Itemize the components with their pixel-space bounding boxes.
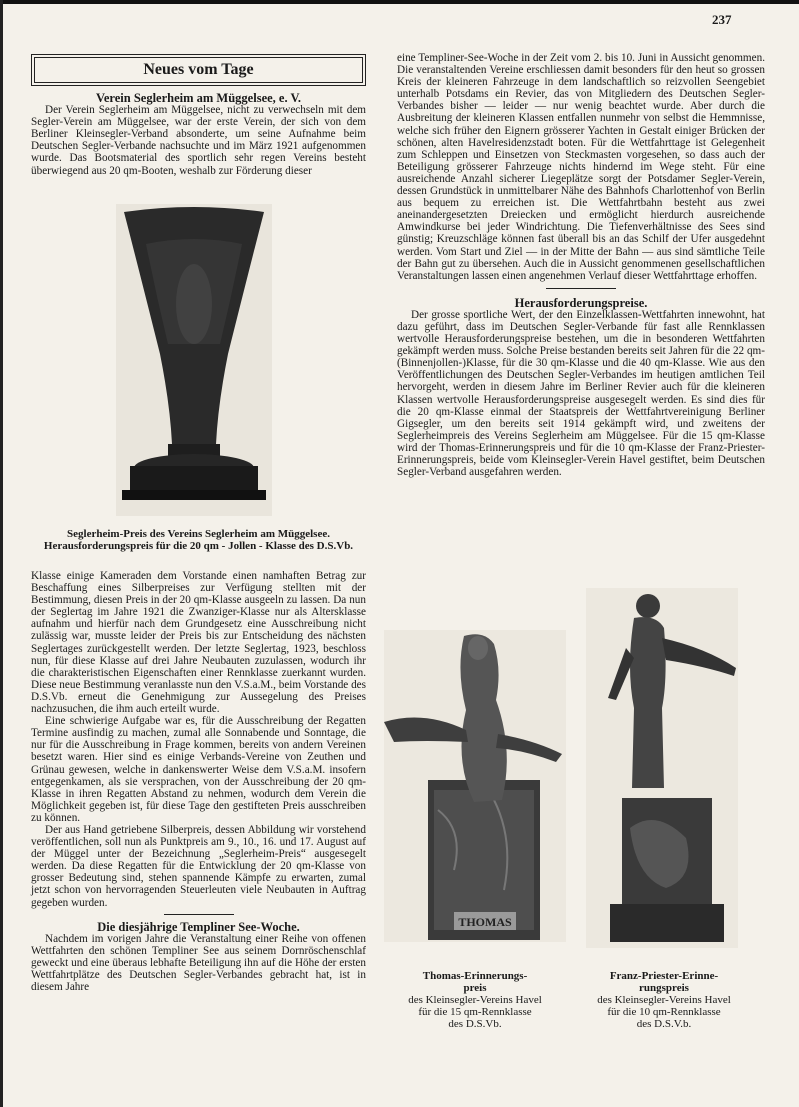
thomas-caption <box>384 970 566 1030</box>
seglerheim-vase-figure <box>116 204 272 516</box>
franz-priester-caption <box>580 970 748 1030</box>
thomas-plinth-text: THOMAS <box>458 915 512 929</box>
article1-heading: Verein Seglerheim am Müggelsee, e. V. <box>95 91 302 105</box>
page-top-border <box>0 0 799 4</box>
franz-priester-caption-line1: Franz-Priester-Erinne- <box>609 970 719 982</box>
article1-para1: Klasse einige Kameraden dem Vorstande einen namhaften Betrag zur Beschaffung eines Silberpreises zur Verfügung stellten mit der Bestimmung, diesen Preis in der 20 qm-Klasse ausgeeln zu lassen. Da nun der Seglertag im Jahre 1921 die Zwanziger-Klasse nur als Altersklasse aufnahm und hierfür nach dem Grundgesetz eine Ausschreibung nicht zulässig war, musste leider der Preis bis zur Entscheidung des nächsten Seglertages zurückgestellt werden. Der letzte Seglertag, 1923, beschloss nun, für diese Klasse auf drei Jahre Neubauten zuzulassen, wodurch ihr die charakteristischen Eigenschaften einer Rennklasse zuerkannt wurden. Diese neue Bestimmung veranlasste nun den V.S.a.M., beim Vorstande des D.S.Vb. erneut die Genehmigung zur Aussegelung des Preises nachzusuchen, die ihm auch erteilt wurde. <box>31 570 366 716</box>
article1-para2: Eine schwierige Aufgabe war es, für die Ausschreibung der Regatten Termine ausfindig zu machen, zumal alle Sonnabende und Sonntage, die nur für die Ausschreibung in Frage kommen, bereits von andern Vereinen besetzt waren. Hier sind es einige Verbands-Vereine von Zeuthen und Grünau gewesen, welche in dankenswerter Weise dem V.S.a.M. insofern entgegenkamen, als sie versprachen, von der Ausschreibung der 20 qm-Klasse in ihren Regatten Abstand zu nehmen, wodurch dem Verein die Möglichkeit gegeben ist, für diese Tage den gestifteten Preis ausschreiben zu können. <box>31 715 366 824</box>
seglerheim-caption <box>31 528 366 552</box>
page-left-border <box>0 0 3 1107</box>
article3-para1: Der grosse sportliche Wert, der den Einzelklassen-Wettfahrten innewohnt, hat dazu geführt, dass im Deutschen Segler-Verbande für fast alle Rennklassen wertvolle Herausforderungspreise bestehen, um die in besonderen Wettfahrten gekämpft werden muss. Solche Preise bestanden bereits seit Jahren für die 22 qm-(Binnenjollen-)Klasse, für die 30 qm-Klasse und die 40 qm-Klasse. Wie aus den Veröffentlichungen des Deutschen Segler-Verbandes im heutigen amtlichen Teil hervorgeht, werden in diesem Jahre im Berliner Revier auch für die kleineren Klassen wertvolle Herausforderungspreise ausgesegelt werden. Es sind dies für die 20 qm-Klasse einmal der Staatspreis der Wettfahrtvereinigung Berliner Gigsegler, um den bereits seit 1914 gekämpft wird, und zweitens der Seglerheimpreis des Vereins Seglerheim am Müggelsee. Für die 15 qm-Klasse wird der Thomas-Erinnerungspreis und für die 10 qm-Klasse der Franz-Priester-Erinnerungspreis, beide vom Kleinsegler-Verein Havel gestiftet, beim Deutschen Segler-Verband ausgefahren werden. <box>397 308 765 479</box>
article2-para1: Nachdem im vorigen Jahre die Veranstaltung einer Reihe von offenen Wettfahrten den schönen Templiner See aus seinem Dornröschenschlaf geweckt und eine überaus lebhafte Beteiligung ihn auf die Höhe der ersten Wettfahrtplätze des Deutschen Segler-Verbandes gebracht hat, ist in diesem Jahre <box>31 932 366 994</box>
page-number: 237 <box>712 12 732 27</box>
seglerheim-caption-line1: Seglerheim-Preis des Vereins Seglerheim am Müggelsee. <box>67 528 330 540</box>
franz-priester-caption-line2: rungspreis <box>639 982 689 994</box>
section-title-text: Neues vom Tage <box>143 61 254 78</box>
franz-priester-caption-line5: des D.S.V.b. <box>636 1018 692 1030</box>
article3-heading: Herausforderungspreise. <box>514 295 648 310</box>
thomas-caption-line3: des Kleinsegler-Vereins Havel <box>408 994 542 1006</box>
thomas-caption-line4: für die 15 qm-Rennklasse <box>418 1006 532 1018</box>
article1-intro-column <box>31 92 366 177</box>
article2-heading: Die diesjährige Templiner See-Woche. <box>97 919 300 934</box>
article1-para3: Der aus Hand getriebene Silberpreis, dessen Abbildung wir vorstehend veröffentlichen, soll nun als Punktpreis am 9., 10., 16. und 17. August auf der Müggel unter der Bezeichnung „Seglerheim-Preis“ ausgesegelt werden. Da diese Regatten für die Entwicklung der 20 qm-Klasse von grosser Bedeutung sind, stehen spannende Kämpfe zu erwarten, zumal jetzt schon von hervorragenden Steuerleuten viele Neubauten in Auftrag gegeben wurden. <box>31 823 366 909</box>
thomas-statue-figure <box>384 630 566 942</box>
section-title <box>31 54 366 86</box>
seglerheim-caption-line2: Herausforderungspreis für die 20 qm - Jollen - Klasse des D.S.Vb. <box>43 540 354 552</box>
franz-priester-caption-line4: für die 10 qm-Rennklasse <box>607 1006 721 1018</box>
thomas-caption-line5: des D.S.Vb. <box>448 1018 502 1030</box>
franz-priester-statue-figure <box>586 588 738 948</box>
separator-rule-2 <box>546 288 616 289</box>
right-text-column <box>397 52 765 478</box>
article2-para2: eine Templiner-See-Woche in der Zeit vom 2. bis 10. Juni in Aussicht genommen. Die veranstaltenden Vereine erschliessen damit besonders für den heut so grossen Kreis der kleineren Fahrzeuge in dem landschaftlich so reizvollen Seengebiet unterhalb Potsdams ein Revier, das von Mitgliedern des Deutschen Segler-Verbandes bisher — leider — nur wenig beachtet wurde. Aber durch die Ausbreitung der kleineren Klassen entfallen nunmehr von selbst die Hemmnisse, welche sich früher den Eignern grösserer Yachten in Gestalt einiger Brücken der schönen, alten Havelresidenzstadt boten. Für die Wettfahrttage ist Gelegenheit zum Schleppen und Einsetzen von Steckmasten vorgesehen, so dass auch der Beteiligung grösserer Fahrzeuge nichts hindernd im Wege steht. Für eine ausreichende Anzahl sicherer Liegeplätze sorgt der Potsdamer Segler-Verein, dessen Grundstück in unmittelbarer Nähe des Bahnhofs Charlottenhof von Berlin aus bequem zu erreichen ist. Die Wettfahrtbahn besteht aus zwei aneinandergesetzten Dreiecken und ermöglicht hierdurch ausreichende Amwindkurse bei jeder Windrichtung. Die Tiefenverhältnisse des Sees sind günstig; Kreuzschläge können fast überall bis an das Schilf der Ufer ausgedehnt werden. Vom Start und Ziel — in der Mitte der Bahn — aus sind sämtliche Teile der Bahn gut zu übersehen. Auch die in Aussicht genommenen gesellschaftlichen Veranstaltungen lassen einen angenehmen Verlauf dieser Wettfahrttage erhoffen. <box>397 52 765 282</box>
franz-priester-caption-line3: des Kleinsegler-Vereins Havel <box>597 994 731 1006</box>
separator-rule <box>164 914 234 915</box>
thomas-caption-line1: Thomas-Erinnerungs- <box>422 970 528 982</box>
article1-body-column <box>31 570 366 993</box>
article1-intro: Der Verein Seglerheim am Müggelsee, nicht zu verwechseln mit dem Segler-Verein am Müggelsee, war der erste Verein, der sich von dem Berliner Kleinsegler-Verband absonderte, um seine Aufnahme beim Deutschen Segler-Verbande nachsuchte und im März 1921 aufgenommen wurde. Das Bootsmaterial des sportlich sehr regen Vereins besteht überwiegend aus 20 qm-Booten, weshalb zur Förderung dieser <box>31 104 366 177</box>
thomas-caption-line2: preis <box>463 982 487 994</box>
